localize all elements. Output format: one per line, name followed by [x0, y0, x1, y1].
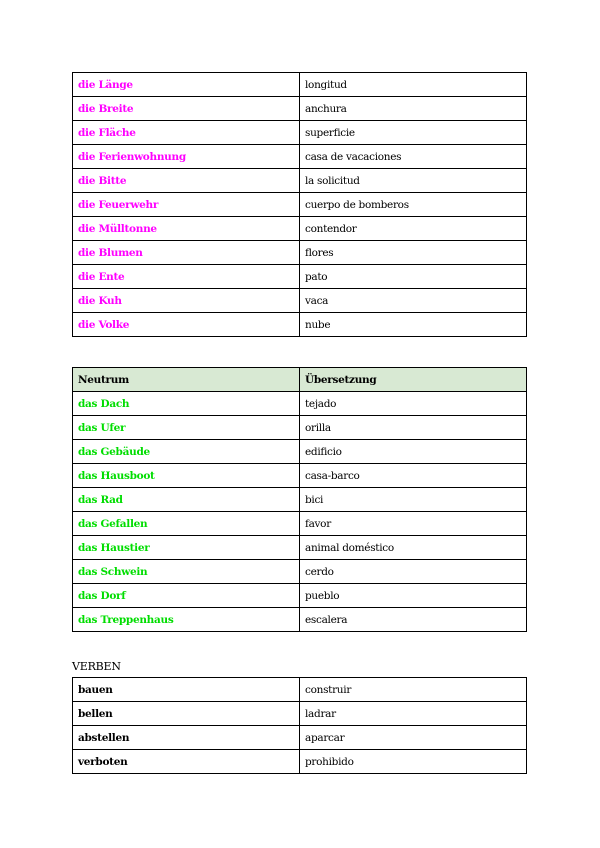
- table-row: [73, 608, 527, 632]
- table-row: [73, 169, 527, 193]
- table-row: [73, 512, 527, 536]
- translation: flores: [300, 241, 527, 265]
- table-header-row: [73, 368, 527, 392]
- german-verb: bauen: [73, 678, 300, 702]
- feminine-vocab-table: [72, 72, 527, 337]
- column-header-neutrum: Neutrum: [73, 368, 300, 392]
- german-word: die Mülltonne: [73, 217, 300, 241]
- column-header-translation: Übersetzung: [300, 368, 527, 392]
- german-word: das Gebäude: [73, 440, 300, 464]
- table-row: [73, 750, 527, 774]
- german-word: das Hausboot: [73, 464, 300, 488]
- translation: casa-barco: [300, 464, 527, 488]
- translation: contendor: [300, 217, 527, 241]
- feminine-table-body: [73, 73, 527, 337]
- german-word: die Fläche: [73, 121, 300, 145]
- translation: cerdo: [300, 560, 527, 584]
- table-row: [73, 440, 527, 464]
- table-row: [73, 97, 527, 121]
- translation: construir: [300, 678, 527, 702]
- german-word: die Ferienwohnung: [73, 145, 300, 169]
- table-row: [73, 726, 527, 750]
- translation: vaca: [300, 289, 527, 313]
- translation: nube: [300, 313, 527, 337]
- verbs-table-body: [73, 678, 527, 774]
- verbs-section-title: VERBEN: [72, 660, 121, 673]
- verbs-vocab-table: [72, 677, 527, 774]
- table-row: [73, 313, 527, 337]
- table-row: [73, 464, 527, 488]
- translation: prohibido: [300, 750, 527, 774]
- translation: la solicitud: [300, 169, 527, 193]
- table-row: [73, 488, 527, 512]
- german-word: die Ente: [73, 265, 300, 289]
- table-row: [73, 392, 527, 416]
- table-row: [73, 193, 527, 217]
- translation: ladrar: [300, 702, 527, 726]
- table-row: [73, 289, 527, 313]
- table-row: [73, 416, 527, 440]
- german-word: die Volke: [73, 313, 300, 337]
- translation: escalera: [300, 608, 527, 632]
- german-word: die Blumen: [73, 241, 300, 265]
- translation: pato: [300, 265, 527, 289]
- translation: animal doméstico: [300, 536, 527, 560]
- german-word: die Breite: [73, 97, 300, 121]
- german-word: das Rad: [73, 488, 300, 512]
- german-word: das Haustier: [73, 536, 300, 560]
- german-word: die Feuerwehr: [73, 193, 300, 217]
- translation: orilla: [300, 416, 527, 440]
- table-row: [73, 678, 527, 702]
- table-row: [73, 536, 527, 560]
- german-word: das Schwein: [73, 560, 300, 584]
- translation: cuerpo de bomberos: [300, 193, 527, 217]
- german-word: das Gefallen: [73, 512, 300, 536]
- german-verb: verboten: [73, 750, 300, 774]
- neutral-vocab-table: [72, 367, 527, 632]
- german-word: die Länge: [73, 73, 300, 97]
- german-verb: bellen: [73, 702, 300, 726]
- translation: anchura: [300, 97, 527, 121]
- german-word: das Ufer: [73, 416, 300, 440]
- table-row: [73, 241, 527, 265]
- translation: pueblo: [300, 584, 527, 608]
- translation: casa de vacaciones: [300, 145, 527, 169]
- table-row: [73, 584, 527, 608]
- table-row: [73, 265, 527, 289]
- translation: bici: [300, 488, 527, 512]
- german-word: das Dach: [73, 392, 300, 416]
- german-word: das Dorf: [73, 584, 300, 608]
- translation: favor: [300, 512, 527, 536]
- german-word: die Bitte: [73, 169, 300, 193]
- table-row: [73, 702, 527, 726]
- german-verb: abstellen: [73, 726, 300, 750]
- table-row: [73, 217, 527, 241]
- table-row: [73, 73, 527, 97]
- table-row: [73, 145, 527, 169]
- neutral-table-body: [73, 368, 527, 632]
- table-row: [73, 121, 527, 145]
- translation: superficie: [300, 121, 527, 145]
- translation: longitud: [300, 73, 527, 97]
- table-row: [73, 560, 527, 584]
- german-word: die Kuh: [73, 289, 300, 313]
- translation: edificio: [300, 440, 527, 464]
- translation: aparcar: [300, 726, 527, 750]
- german-word: das Treppenhaus: [73, 608, 300, 632]
- translation: tejado: [300, 392, 527, 416]
